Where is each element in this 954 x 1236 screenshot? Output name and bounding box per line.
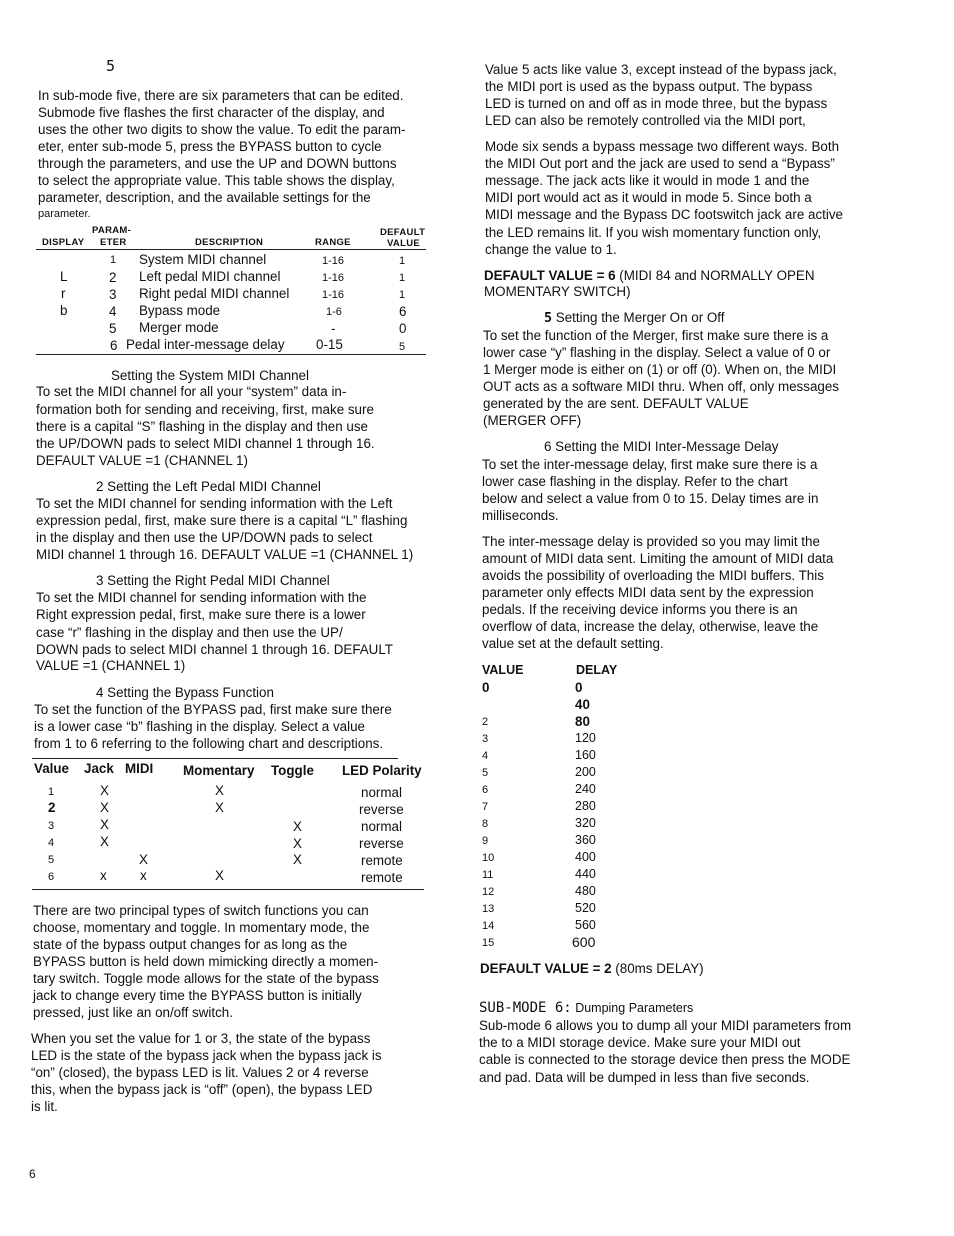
delay-value-cell: 6 [482,784,489,796]
delay-value-cell: 5 [482,767,489,779]
delay-ms-cell: 520 [575,901,596,915]
submode-heading-number: 5 [106,57,116,75]
delay-ms-cell: 480 [575,884,596,898]
delay-ms-cell: 160 [575,748,596,762]
delay-ms-cell: 440 [575,867,596,881]
col-header-description: DESCRIPTION [195,237,264,248]
page-number: 6 [29,1167,36,1181]
delay-ms-cell: 360 [575,833,596,847]
delay-value-cell: 8 [482,818,489,830]
table-rule [32,758,398,759]
delay-ms-cell: 400 [575,850,596,864]
delay-value-cell: 15 [482,937,495,949]
delay-ms-cell: 40 [575,697,590,712]
table-rule [36,354,426,355]
delay-value-cell: 7 [482,801,489,813]
section-title: Setting the System MIDI Channel [111,368,309,383]
delay-ms-cell: 200 [575,765,596,779]
delay-value-cell: 11 [482,869,494,881]
col-header-default: DEFAULT [380,227,426,238]
delay-value-cell: 2 [482,716,489,728]
section-title: 3 Setting the Right Pedal MIDI Channel [96,573,330,588]
col-header-value: VALUE [387,238,420,249]
section-title: 2 Setting the Left Pedal MIDI Channel [96,479,321,494]
delay-ms-cell: 560 [575,918,596,932]
section-title: 6 Setting the MIDI Inter-Message Delay [544,439,779,454]
table-rule [32,889,424,890]
delay-ms-cell: 320 [575,816,596,830]
delay-ms-cell: 80 [575,714,590,729]
delay-value-cell: 4 [482,750,489,762]
delay-value-cell: 13 [482,903,495,915]
col-header-eter: ETER [100,237,127,248]
delay-ms-cell: 600 [572,934,596,950]
section-title: 4 Setting the Bypass Function [96,685,274,700]
delay-ms-cell: 120 [575,731,596,745]
default-value-2: DEFAULT VALUE = 2 (80ms DELAY) [480,961,704,976]
delay-value-cell: 0 [482,680,490,695]
default-value-6: DEFAULT VALUE = 6 (MIDI 84 and NORMALLY OPEN [484,268,815,283]
submode6-heading: SUB-MODE 6: Dumping Parameters [479,1000,694,1016]
col-header-range: RANGE [315,237,351,248]
delay-ms-cell: 280 [575,799,596,813]
table-rule [36,249,426,250]
delay-ms-cell: 0 [575,680,583,695]
delay-value-cell: 9 [482,835,489,847]
delay-value-cell: 14 [482,920,495,932]
delay-ms-cell: 240 [575,782,596,796]
col-header-display: DISPLAY [42,237,85,248]
delay-value-cell: 10 [482,852,495,864]
delay-value-cell: 12 [482,886,495,898]
section-title: 5 Setting the Merger On or Off [544,310,725,326]
col-header-param: PARAM- [92,225,132,236]
delay-value-cell: 3 [482,733,489,745]
